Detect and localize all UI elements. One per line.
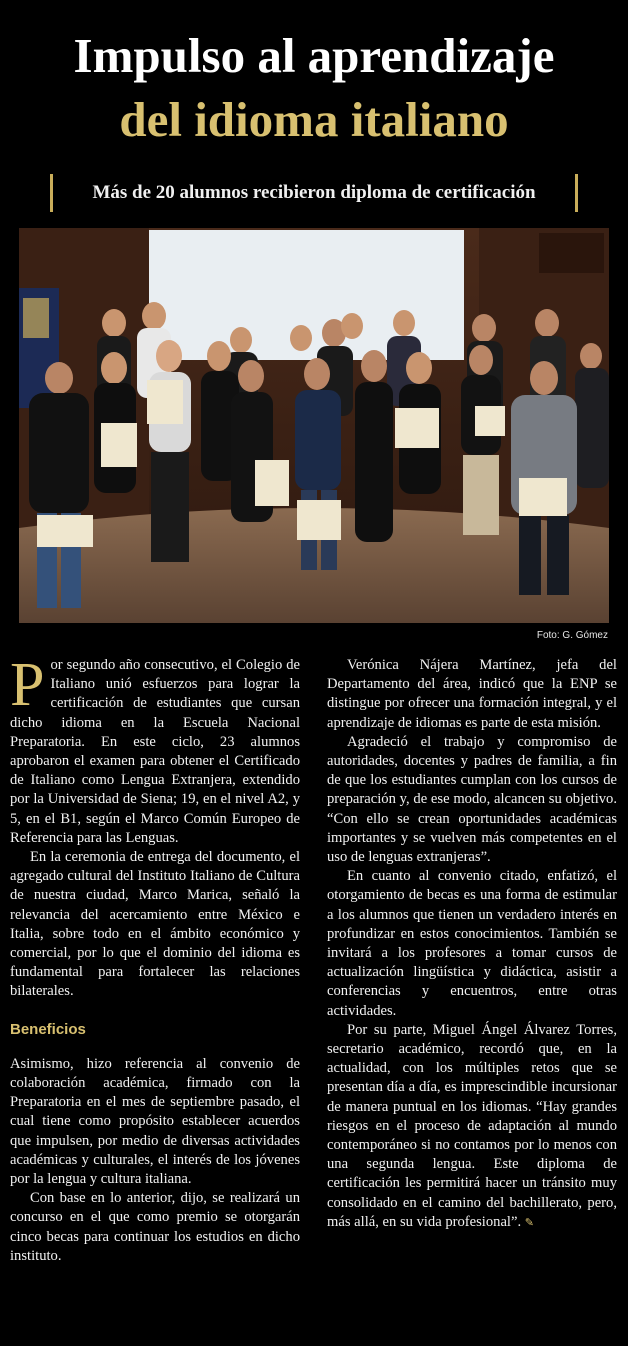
section-heading: Beneficios	[10, 1020, 86, 1038]
paragraph: Agradeció el trabajo y compromiso de autoridades, docentes y padres de familia, a fin de que los estudiantes cumplan con los cursos de preparación y, de ese modo, alcancen su objetivo. “Con ello se crean oportunidades académicas importantes y se vuelven más competentes en el uso de lenguas extranjeras”.	[327, 733, 617, 866]
subtitle-box	[50, 174, 578, 212]
paragraph: Asimismo, hizo referencia al convenio de colaboración académica, firmado con la Preparatoria en el mes de septiembre pasado, el cual tiene como propósito establecer acuerdos que impulsen, por medio de diversas actividades académicas y culturales, el interés de los jóvenes por la lengua y cultura italiana.	[10, 1055, 300, 1188]
paragraph-text: or segundo año consecutivo, el Colegio de Italiano unió esfuerzos para lograr la certificación de estudiantes que cursan dicho idioma en la Escuela Nacional Preparatoria. En este ciclo, 23 alumnos aprobaron el examen para obtener el Certificado de Italiano como Lengua Extranjera, extendido por la Universidad de Siena; 19, en el nivel A2, y 5, en el B1, según el Marco Común Europeo de Referencia para las Lenguas.	[10, 657, 300, 846]
group-photo	[19, 228, 609, 623]
group-photo-illustration	[19, 228, 609, 623]
subtitle: Más de 20 alumnos recibieron diploma de certificación	[92, 182, 536, 203]
paragraph: En cuanto al convenio citado, enfatizó, el otorgamiento de becas es una forma de estimular a los alumnos que tienen un verdadero interés en profundizar en estos conocimientos. También se invitará a los profesores a tomar cursos de actualización lingüística y didáctica, asistir a conferencias y encuentros, entre otras actividades.	[327, 868, 617, 1019]
paragraph	[10, 651, 300, 848]
paragraph: Con base en lo anterior, dijo, se realizará un concurso en el que como premio se otorgarán cinco becas para continuar los estudios en dicho instituto.	[10, 1190, 300, 1264]
paragraph-text: Por su parte, Miguel Ángel Álvarez Torres, secretario académico, recordó que, en la actualidad, con los múltiples retos que se presentan día a día, es imprescindible incursionar de manera puntual en los idiomas. “Hay grandes riesgos en el proceso de adaptación al mundo contemporáneo si no contamos por lo menos con una segunda lengua. Este diploma de certificación les permitirá hacer un tránsito muy consolidado en el camino del bachillerato, pero, más allá, en su vida profesional”.	[327, 1021, 617, 1230]
drop-cap: P	[10, 651, 45, 719]
photo-credit: Foto: G. Gómez	[536, 630, 608, 641]
enp-logo-icon: ✎	[524, 1216, 534, 1229]
paragraph	[327, 1021, 617, 1233]
headline-line-2: del idioma italiano	[119, 92, 509, 147]
headline-line-1: Impulso al aprendizaje	[73, 28, 555, 83]
left-column	[10, 651, 300, 1266]
right-column	[327, 656, 617, 1233]
paragraph: Verónica Nájera Martínez, jefa del Departamento del área, indicó que la ENP se distingue por ofrecer una formación integral, y el aprendizaje de idiomas es parte de esta misión.	[327, 657, 617, 731]
paragraph: En la ceremonia de entrega del documento, el agregado cultural del Instituto Italiano de Cultura de nuestra ciudad, Marco Marica, señaló la relevancia del acercamiento entre México e Italia, sobre todo en el ámbito económico y comercial, por lo que el dominio del idioma es fundamental para fortalecer las relaciones bilaterales.	[10, 849, 300, 1000]
